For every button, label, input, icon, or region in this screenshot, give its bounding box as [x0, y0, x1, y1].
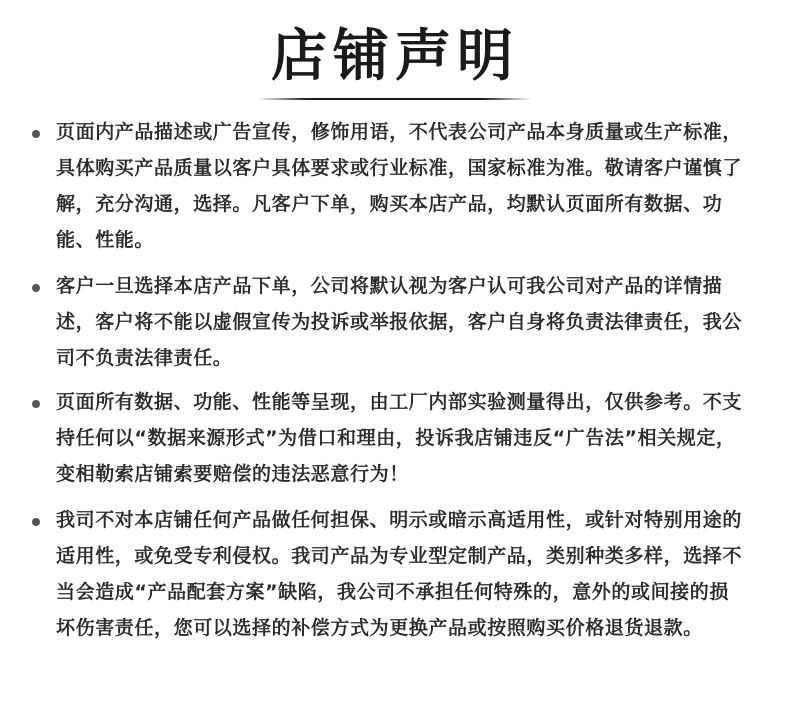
bullet-icon — [32, 130, 40, 138]
statement-text: 客户一旦选择本店产品下单，公司将默认视为客户认可我公司对产品的详情描述，客户将不能以虚假宣传为投诉或举报依据，客户自身将负责法律责任，我公司不负责法律责任。 — [56, 275, 743, 369]
bullet-icon — [32, 518, 40, 526]
bullet-icon — [32, 400, 40, 408]
page-title: 店铺声明 — [271, 24, 519, 89]
statement-text: 页面所有数据、功能、性能等呈现，由工厂内部实验测量得出，仅供参考。不支持任何以“数据来源形式”为借口和理由，投诉我店铺违反“广告法”相关规定，变相勒索店铺索要赔偿的违法恶意行为！ — [56, 391, 743, 485]
bullet-icon — [32, 284, 40, 292]
statement-text: 页面内产品描述或广告宣传，修饰用语，不代表公司产品本身质量或生产标准，具体购买产品质量以客户具体要求或行业标准，国家标准为准。敬请客户谨慎了解，充分沟通，选择。凡客户下单，购买本店产品，均默认页面所有数据、功能、性能。 — [56, 121, 743, 251]
statement-text: 我司不对本店铺任何产品做任何担保、明示或暗示高适用性，或针对特别用途的适用性，或免受专利侵权。我司产品为专业型定制产品，类别种类多样，选择不当会造成“产品配套方案”缺陷，我公司不承担任何特殊的，意外的或间接的损坏伤害责任，您可以选择的补偿方式为更换产品或按照购买价格退货退款。 — [56, 509, 743, 639]
title-underline — [258, 98, 532, 100]
